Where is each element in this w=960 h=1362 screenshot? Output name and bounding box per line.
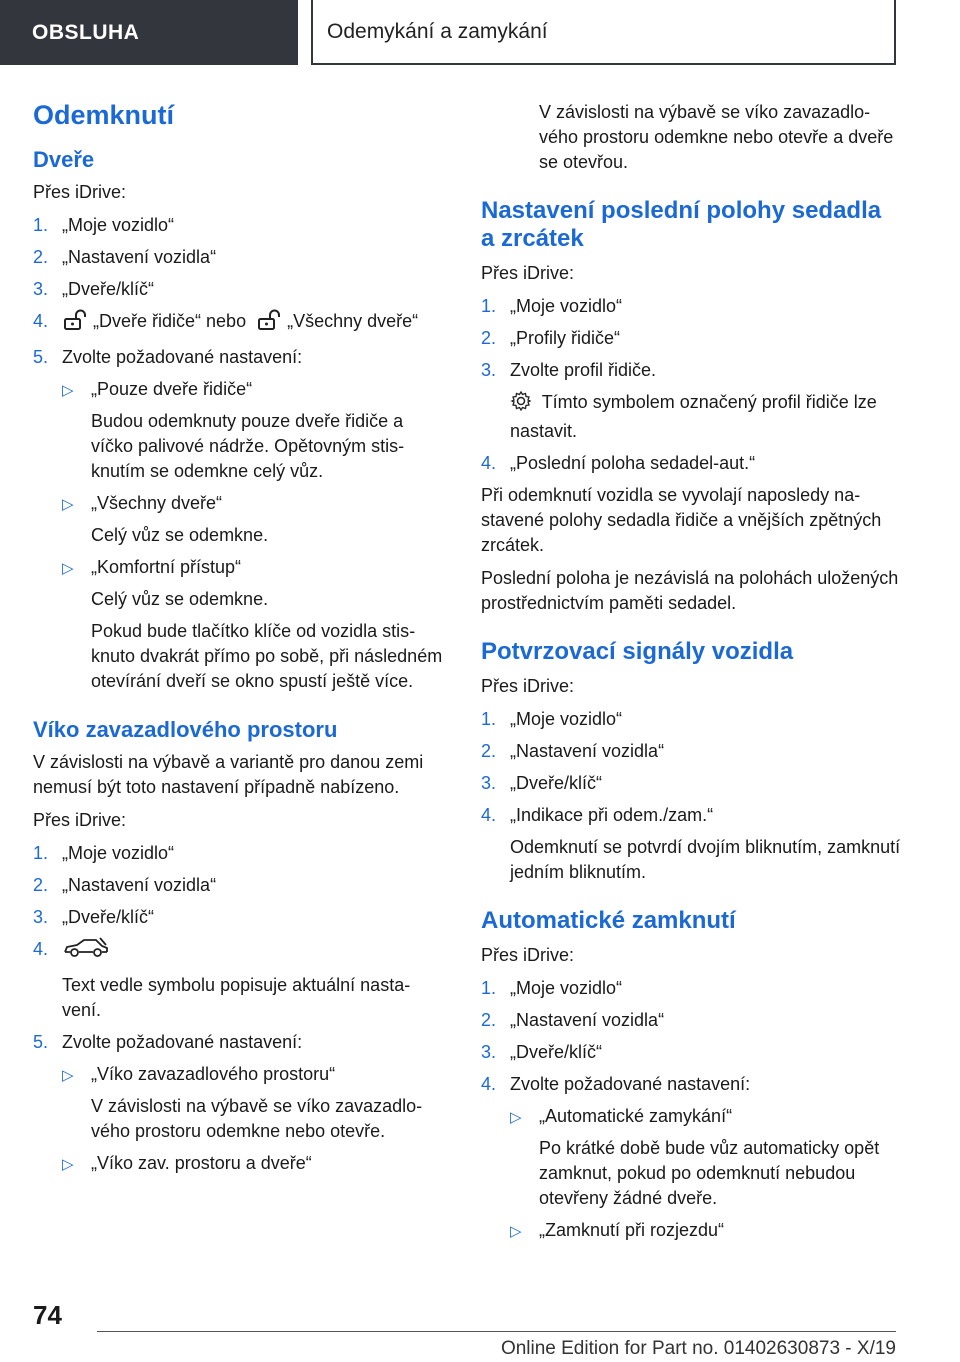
confirm-heading: Potvrzovací signály vozidla	[481, 638, 794, 665]
list-item: 5. Zvolte požadované nastavení:	[33, 347, 303, 367]
list-item: 1. „Moje vozidlo“	[481, 709, 623, 729]
list-item: 2. „Nastavení vozidla“	[481, 741, 665, 761]
car-icon	[62, 937, 110, 966]
autolock-heading: Automatické zamknutí	[481, 907, 736, 934]
option-item: ▷ „Pouze dveře řidiče“	[33, 377, 443, 402]
autolock-via: Přes iDrive:	[481, 945, 575, 965]
option-item: ▷ „Komfortní přístup“	[33, 555, 443, 580]
option-desc: Pokud bude tlačítko klíče od vozidla stisknuto dvakrát přímo po sobě, při následném otevírání dveří se okno spustí ještě více.	[91, 621, 443, 691]
bullet-triangle-icon: ▷	[62, 382, 74, 399]
list-item: 3. „Dveře/klíč“	[33, 907, 155, 927]
list-item: 4. „Indikace při odem./zam.“	[481, 805, 714, 825]
page-number: 74	[33, 1300, 62, 1330]
list-item: 2. „Profily řidiče“	[481, 328, 621, 348]
list-item: 4. „Dveře řidiče“ nebo „Všechny dveře“	[33, 309, 443, 338]
settings-gear-icon	[510, 390, 532, 419]
section-tab	[0, 0, 298, 65]
footer-divider	[97, 1331, 896, 1332]
bullet-triangle-icon: ▷	[62, 560, 74, 577]
list-item: 1. „Moje vozidlo“	[481, 978, 623, 998]
bullet-triangle-icon: ▷	[62, 1067, 74, 1084]
list-item: 4.	[33, 937, 443, 966]
doors-via: Přes iDrive:	[33, 182, 127, 202]
seat-para: Poslední poloha je nezávislá na polohách uložených prostřednictvím paměti sedadel.	[481, 568, 899, 613]
unlock-icon	[256, 309, 282, 338]
list-item: 2. „Nastavení vozidla“	[481, 1010, 665, 1030]
doors-heading: Dveře	[33, 147, 95, 172]
option-desc: Celý vůz se odemkne.	[91, 525, 269, 545]
list-item: 3. „Dveře/klíč“	[481, 773, 603, 793]
seat-para: Při odemknutí vozidla se vyvolají naposledy nastavené polohy sedadla řidiče a vnějších zpětných zrcátek.	[481, 485, 882, 555]
option-desc: Budou odemknuty pouze dveře řidiče a víčko palivové nádrže. Opětovným stisknutím se odemkne celý vůz.	[91, 411, 405, 481]
chapter-tab	[311, 0, 896, 65]
list-item: 5. Zvolte požadované nastavení:	[33, 1032, 303, 1052]
list-item: 4. „Poslední poloha sedadel-aut.“	[481, 453, 756, 473]
list-item: 2. „Nastavení vozidla“	[33, 247, 217, 267]
left-column	[33, 98, 443, 1183]
option-item: ▷ „Všechny dveře“	[33, 491, 443, 516]
bullet-triangle-icon: ▷	[62, 496, 74, 513]
list-item: 2. „Nastavení vozidla“	[33, 875, 217, 895]
option-desc: Po krátké době bude vůz automaticky opět zamknut, pokud po odemknutí nebudou otevřeny žádné dveře.	[539, 1138, 880, 1208]
confirm-via: Přes iDrive:	[481, 676, 575, 696]
seat-via: Přes iDrive:	[481, 263, 575, 283]
section-label: OBSLUHA	[32, 20, 140, 44]
option-item: ▷ „Víko zav. prostoru a dveře“	[33, 1151, 443, 1176]
bullet-triangle-icon: ▷	[510, 1223, 522, 1240]
bullet-triangle-icon: ▷	[62, 1156, 74, 1173]
list-item: 4. Zvolte požadované nastavení:	[481, 1074, 751, 1094]
option-item: ▷ „Automatické zamykání“	[481, 1104, 901, 1129]
step-desc: Tímto symbolem označený profil řidiče lze nastavit.	[510, 392, 877, 441]
trunk-via: Přes iDrive:	[33, 810, 127, 830]
seat-heading: Nastavení poslední polohy sedadla a zrcátek	[481, 197, 882, 252]
chapter-label: Odemykání a zamykání	[327, 19, 548, 43]
option-item: ▷ „Zamknutí při rozjezdu“	[481, 1218, 901, 1243]
trunk-heading: Víko zavazadlového prostoru	[33, 717, 338, 742]
trunk-intro: V závislosti na výbavě a variantě pro danou zemi nemusí být toto nastavení případně nabízeno.	[33, 752, 424, 797]
step-desc: Odemknutí se potvrdí dvojím bliknutím, zamknutí jedním bliknutím.	[510, 837, 901, 882]
option-desc: V závislosti na výbavě se víko zavazadlového prostoru odemkne nebo otevře a dveře se otevřou.	[539, 102, 894, 172]
option-item: ▷ „Víko zavazadlového prostoru“	[33, 1062, 443, 1087]
option-desc: V závislosti na výbavě se víko zavazadlového prostoru odemkne nebo otevře.	[91, 1096, 423, 1141]
section-title: Odemknutí	[33, 100, 175, 130]
list-item: 3. Zvolte profil řidiče.	[481, 360, 657, 380]
list-item: 3. „Dveře/klíč“	[481, 1042, 603, 1062]
option-desc: Celý vůz se odemkne.	[91, 589, 269, 609]
right-column	[481, 100, 901, 1250]
list-item: 1. „Moje vozidlo“	[33, 215, 175, 235]
step-desc: Text vedle symbolu popisuje aktuální nastavení.	[62, 975, 411, 1020]
list-item: 1. „Moje vozidlo“	[33, 843, 175, 863]
list-item: 1. „Moje vozidlo“	[481, 296, 623, 316]
list-item: 3. „Dveře/klíč“	[33, 279, 155, 299]
unlock-icon	[62, 309, 88, 338]
bullet-triangle-icon: ▷	[510, 1109, 522, 1126]
footer-edition: Online Edition for Part no. 01402630873 - X/19	[500, 1338, 896, 1359]
